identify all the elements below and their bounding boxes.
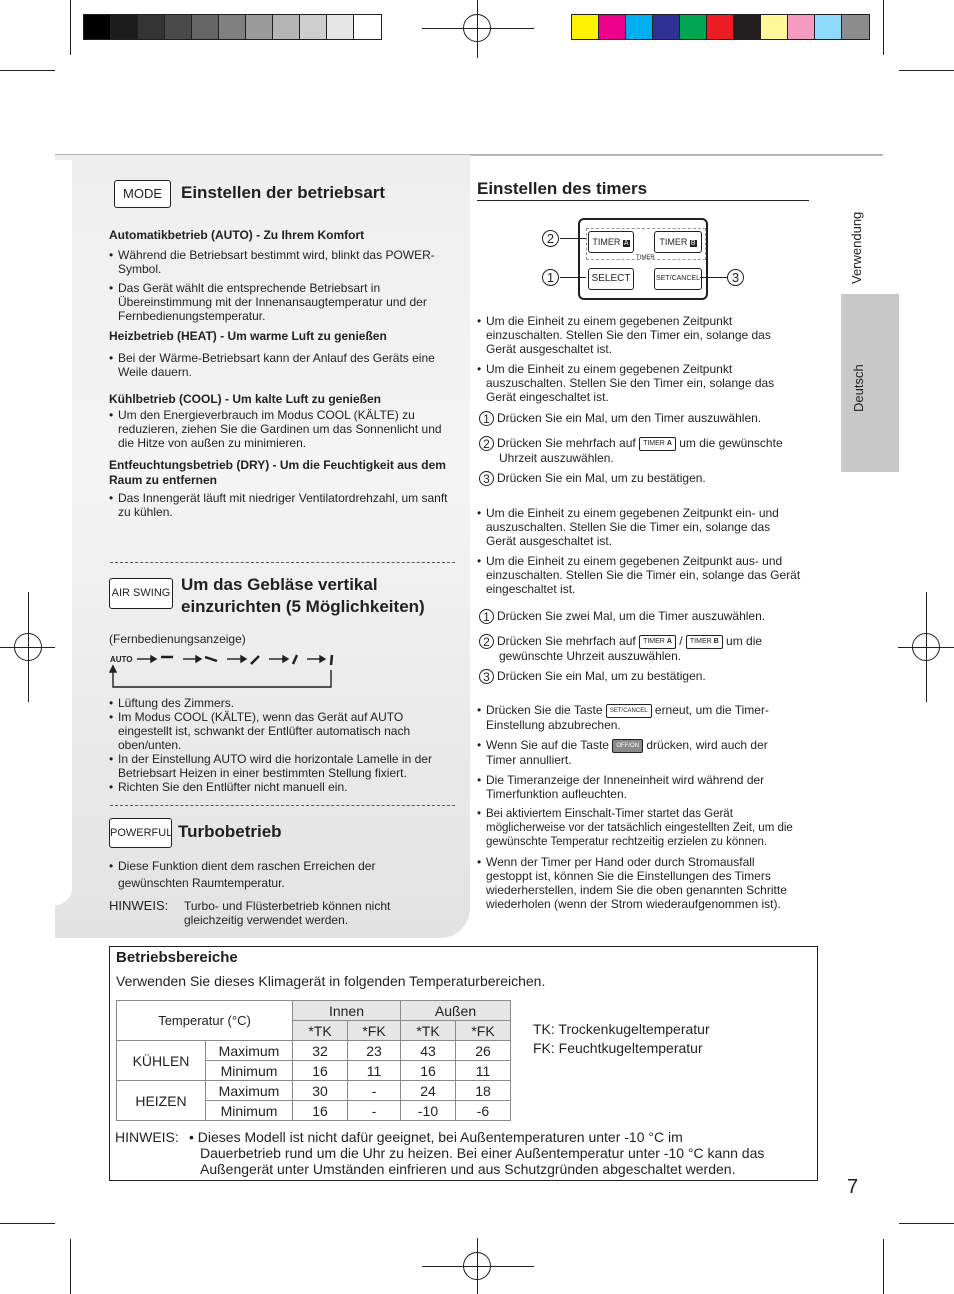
step-text: Drücken Sie ein Mal, um den Timer auszuwählen. bbox=[497, 411, 762, 425]
legend-fk: FK: Feuchtkugeltemperatur bbox=[533, 1040, 703, 1056]
table-cell: -10 bbox=[401, 1101, 456, 1121]
page-number: 7 bbox=[847, 1176, 859, 1198]
list-item: • Wenn Sie auf die Taste OFF/ON drücken, wird auch der Timer annulliert. bbox=[477, 738, 802, 767]
table-cell: 32 bbox=[293, 1041, 348, 1061]
step-text: Drücken Sie mehrfach auf bbox=[497, 634, 636, 648]
swing-section-title bbox=[181, 574, 425, 618]
turbo-note-label: HINWEIS: bbox=[109, 898, 169, 913]
row-label: Minimum bbox=[206, 1101, 293, 1121]
table-row bbox=[117, 1041, 511, 1061]
section-divider bbox=[110, 562, 455, 563]
table-cell: 16 bbox=[293, 1101, 348, 1121]
ranges-note-line2: Dauerbetrieb rund um die Uhr zu heizen. Bei einer Außentemperatur unter -10 °C kann das bbox=[200, 1145, 765, 1161]
col-header: *TK bbox=[293, 1021, 348, 1041]
step-text: / bbox=[679, 634, 683, 648]
swatch bbox=[760, 14, 788, 40]
ranges-intro: Verwenden Sie dieses Klimagerät in folgenden Temperaturbereichen. bbox=[116, 973, 546, 989]
row-label: Minimum bbox=[206, 1061, 293, 1081]
list-item: • Um die Einheit zu einem gegebenen Zeitpunkt einzuschalten. Stellen Sie den Timer ein, solange das Gerät ausgeschaltet ist. bbox=[477, 314, 802, 356]
swatch bbox=[679, 14, 707, 40]
col-header: *TK bbox=[401, 1021, 456, 1041]
remote-control-panel bbox=[578, 218, 708, 300]
swatch bbox=[218, 14, 246, 40]
set-cancel-button[interactable]: SET/CANCEL bbox=[654, 268, 702, 290]
mode-button-icon: MODE bbox=[114, 180, 171, 208]
swatch bbox=[706, 14, 734, 40]
list-item: • Die Timeranzeige der Inneneinheit wird während der Timerfunktion aufleuchten. bbox=[477, 773, 802, 801]
ranges-note-line3: Außengerät unter Umständen einfrieren und aus Schutzgründen abgeschaltet werden. bbox=[200, 1161, 736, 1177]
step-1: 1 Drücken Sie ein Mal, um den Timer auszuwählen. bbox=[479, 411, 761, 426]
table-cell: 16 bbox=[293, 1061, 348, 1081]
swing-title-line1: Um das Gebläse vertikal bbox=[181, 575, 378, 594]
innen-header: Innen bbox=[293, 1001, 401, 1021]
auto-heading: Automatikbetrieb (AUTO) - Zu Ihrem Komfort bbox=[109, 228, 365, 242]
timer-a-label: TIMER bbox=[592, 237, 621, 247]
step-text: Drücken Sie ein Mal, um zu bestätigen. bbox=[497, 471, 706, 485]
heat-heading: Heizbetrieb (HEAT) - Um warme Luft zu genießen bbox=[109, 329, 387, 343]
swatch bbox=[652, 14, 680, 40]
list-item: • Um den Energieverbrauch im Modus COOL (KÄLTE) zu reduzieren, ziehen Sie die Gardinen um das Sonnenlicht und die Hitze von außen zu minimieren. bbox=[109, 408, 459, 450]
row-label: Maximum bbox=[206, 1081, 293, 1101]
list-item: • Im Modus COOL (KÄLTE), wenn das Gerät auf AUTO eingestellt ist, schwankt der Entlüfter automatisch nach oben/unten. bbox=[109, 710, 459, 752]
timer-a-icon: TIMER A bbox=[639, 437, 676, 451]
ranges-note-line1: • Dieses Modell ist nicht dafür geeignet, bei Außentemperaturen unter -10 °C im bbox=[189, 1129, 683, 1145]
swatch bbox=[598, 14, 626, 40]
swatch bbox=[353, 14, 382, 40]
swatch bbox=[625, 14, 653, 40]
side-tab-usage bbox=[841, 180, 899, 292]
swatch bbox=[110, 14, 138, 40]
timer-section-title: Einstellen des timers bbox=[477, 179, 648, 198]
callout-1: 1 bbox=[542, 269, 562, 287]
step-text: Uhrzeit auszuwählen. bbox=[499, 451, 614, 466]
ranges-note-label: HINWEIS: bbox=[115, 1129, 179, 1145]
mode-section-body bbox=[109, 228, 459, 524]
list-item: • Das Innengerät läuft mit niedriger Ventilatordrehzahl, um sanft zu kühlen. bbox=[109, 491, 459, 519]
mode-cell: HEIZEN bbox=[117, 1081, 206, 1121]
swatch bbox=[326, 14, 354, 40]
list-item: • Drücken Sie die Taste SET/CANCEL erneut, um die Timer- Einstellung abzubrechen. bbox=[477, 703, 802, 732]
timer-group2-bullets bbox=[477, 506, 802, 601]
timer-notes bbox=[477, 703, 802, 916]
swing-title-line2: einzurichten (5 Möglichkeiten) bbox=[181, 597, 425, 616]
turbo-bullets bbox=[109, 858, 409, 897]
swatch bbox=[571, 14, 599, 40]
list-item: • Bei der Wärme-Betriebsart kann der Anlauf des Geräts eine Weile dauern. bbox=[109, 351, 459, 379]
table-cell: 23 bbox=[348, 1041, 401, 1061]
step-text: um die bbox=[726, 634, 763, 648]
swatch bbox=[164, 14, 192, 40]
side-tab-language-label: Deutsch bbox=[851, 364, 866, 412]
step-2: 2 Drücken Sie mehrfach auf TIMER A / TIMER B um die gewünschte Uhrzeit auszuwählen. bbox=[479, 634, 799, 663]
step-text: Drücken Sie zwei Mal, um die Timer auszuwählen. bbox=[497, 609, 766, 623]
timer-caption: TIMER bbox=[636, 255, 655, 261]
side-tab-usage-label: Verwendung bbox=[849, 211, 864, 284]
swatch bbox=[83, 14, 111, 40]
table-row bbox=[117, 1081, 511, 1101]
callout-line bbox=[560, 277, 586, 278]
timer-group1-bullets bbox=[477, 314, 802, 409]
remote-display-label: (Fernbedienungsanzeige) bbox=[109, 632, 246, 646]
table-cell: 18 bbox=[456, 1081, 511, 1101]
dry-heading: Entfeuchtungsbetrieb (DRY) - Um die Feuchtigkeit aus dem Raum zu entfernen bbox=[109, 458, 446, 487]
list-item: • Das Gerät wählt die entsprechende Betriebsart in Übereinstimmung mit der Innenansaugtemperatur und der Fernbedienungstemperatur. bbox=[109, 281, 459, 323]
table-cell: 26 bbox=[456, 1041, 511, 1061]
swatch bbox=[841, 14, 870, 40]
step-text: Drücken Sie ein Mal, um zu bestätigen. bbox=[497, 669, 706, 683]
swatch bbox=[245, 14, 273, 40]
table-cell: 16 bbox=[401, 1061, 456, 1081]
table-cell: 24 bbox=[401, 1081, 456, 1101]
list-item: • Um die Einheit zu einem gegebenen Zeitpunkt auszuschalten. Stellen Sie den Timer ein, solange das Gerät eingeschaltet ist. bbox=[477, 362, 802, 404]
list-item: • Um die Einheit zu einem gegebenen Zeitpunkt aus- und einzuschalten. Stellen Sie die Timer ein, solange das Gerät eingeschaltet ist. bbox=[477, 554, 802, 596]
timer-b-badge: B bbox=[690, 240, 696, 247]
step-2: 2 Drücken Sie mehrfach auf TIMER A um die gewünschte Uhrzeit auszuwählen. bbox=[479, 436, 799, 465]
swatch bbox=[272, 14, 300, 40]
air-swing-button-icon: AIR SWING bbox=[109, 578, 173, 609]
list-item: • Lüftung des Zimmers. bbox=[109, 696, 459, 710]
callout-line bbox=[700, 277, 727, 278]
callout-line bbox=[560, 238, 586, 239]
timer-b-label: TIMER bbox=[659, 237, 688, 247]
step-3: 3 Drücken Sie ein Mal, um zu bestätigen. bbox=[479, 471, 706, 486]
select-button[interactable]: SELECT bbox=[588, 268, 634, 290]
list-item: • Richten Sie den Entlüfter nicht manuell ein. bbox=[109, 780, 459, 794]
step-text: Drücken Sie mehrfach auf bbox=[497, 436, 636, 450]
list-item: • Um die Einheit zu einem gegebenen Zeitpunkt ein- und auszuschalten. Stellen Sie die Timer ein, solange das Gerät ausgeschaltet ist. bbox=[477, 506, 802, 548]
timer-title-rule bbox=[477, 200, 809, 201]
cool-heading: Kühlbetrieb (COOL) - Um kalte Luft zu genießen bbox=[109, 392, 382, 406]
mode-cell: KÜHLEN bbox=[117, 1041, 206, 1081]
callout-3: 3 bbox=[727, 269, 747, 287]
swing-arrows-icon bbox=[109, 652, 349, 692]
step-3: 3 Drücken Sie ein Mal, um zu bestätigen. bbox=[479, 669, 706, 684]
col-header: *FK bbox=[348, 1021, 401, 1041]
aussen-header: Außen bbox=[401, 1001, 511, 1021]
turbo-section-title: Turbobetrieb bbox=[178, 822, 282, 841]
step-text: gewünschte Uhrzeit auszuwählen. bbox=[499, 649, 682, 664]
swing-bullets bbox=[109, 696, 459, 794]
list-item: • In der Einstellung AUTO wird die horizontale Lamelle in der Betriebsart Heizen in einer bestimmten Stellung fixiert. bbox=[109, 752, 459, 780]
timer-a-button[interactable] bbox=[588, 231, 634, 253]
step-1: 1 Drücken Sie zwei Mal, um die Timer auszuwählen. bbox=[479, 609, 765, 624]
list-item: • Diese Funktion dient dem raschen Erreichen der gewünschten Raumtemperatur. bbox=[109, 858, 409, 892]
table-cell: - bbox=[348, 1101, 401, 1121]
table-cell: 11 bbox=[348, 1061, 401, 1081]
step-text: um die gewünschte bbox=[679, 436, 783, 450]
off-on-icon: OFF/ON bbox=[612, 739, 643, 753]
swatch bbox=[299, 14, 327, 40]
table-cell: 43 bbox=[401, 1041, 456, 1061]
table-cell: - bbox=[348, 1081, 401, 1101]
swatch bbox=[814, 14, 842, 40]
legend-tk: TK: Trockenkugeltemperatur bbox=[533, 1021, 710, 1037]
timer-b-icon: TIMER B bbox=[686, 635, 723, 649]
temp-header: Temperatur (°C) bbox=[117, 1001, 293, 1041]
swatch bbox=[787, 14, 815, 40]
swing-sequence-diagram bbox=[109, 652, 349, 692]
ranges-table bbox=[116, 1000, 511, 1121]
col-header: *FK bbox=[456, 1021, 511, 1041]
callout-2: 2 bbox=[542, 230, 562, 248]
list-item: • Während die Betriebsart bestimmt wird, blinkt das POWER-Symbol. bbox=[109, 248, 459, 276]
operating-ranges-box bbox=[109, 946, 818, 1181]
list-item: • Wenn der Timer per Hand oder durch Stromausfall gestoppt ist, können Sie die Einstellungen des Timers wiederherstellen, indem Sie die oben genannten Schritte wiederholen (wenn der Strom wiederaufgenommen ist). bbox=[477, 855, 802, 911]
table-cell: 11 bbox=[456, 1061, 511, 1081]
timer-a-icon: TIMER A bbox=[639, 635, 676, 649]
swatch bbox=[191, 14, 219, 40]
mode-section-title: Einstellen der betriebsart bbox=[181, 183, 386, 202]
timer-b-button[interactable] bbox=[654, 231, 702, 253]
swatch bbox=[733, 14, 761, 40]
list-item: • Bei aktiviertem Einschalt-Timer startet das Gerät möglicherweise vor der tatsächlich eingestellten Zeit, um die gewünschte Temperatur rechtzeitig erzielen zu können. bbox=[477, 807, 802, 849]
table-cell: 30 bbox=[293, 1081, 348, 1101]
set-cancel-icon: SET/CANCEL bbox=[606, 704, 652, 718]
turbo-note: Turbo- und Flüsterbetrieb können nicht gleichzeitig verwendet werden. bbox=[184, 899, 391, 927]
timer-a-badge: A bbox=[623, 240, 629, 247]
ranges-title: Betriebsbereiche bbox=[116, 949, 238, 966]
left-panel-notch bbox=[55, 160, 72, 905]
swatch bbox=[137, 14, 165, 40]
row-label: Maximum bbox=[206, 1041, 293, 1061]
side-tab-language bbox=[841, 294, 899, 472]
table-cell: -6 bbox=[456, 1101, 511, 1121]
section-divider bbox=[110, 805, 455, 806]
powerful-button-icon: POWERFUL bbox=[109, 818, 172, 848]
auto-label: AUTO bbox=[110, 655, 133, 664]
